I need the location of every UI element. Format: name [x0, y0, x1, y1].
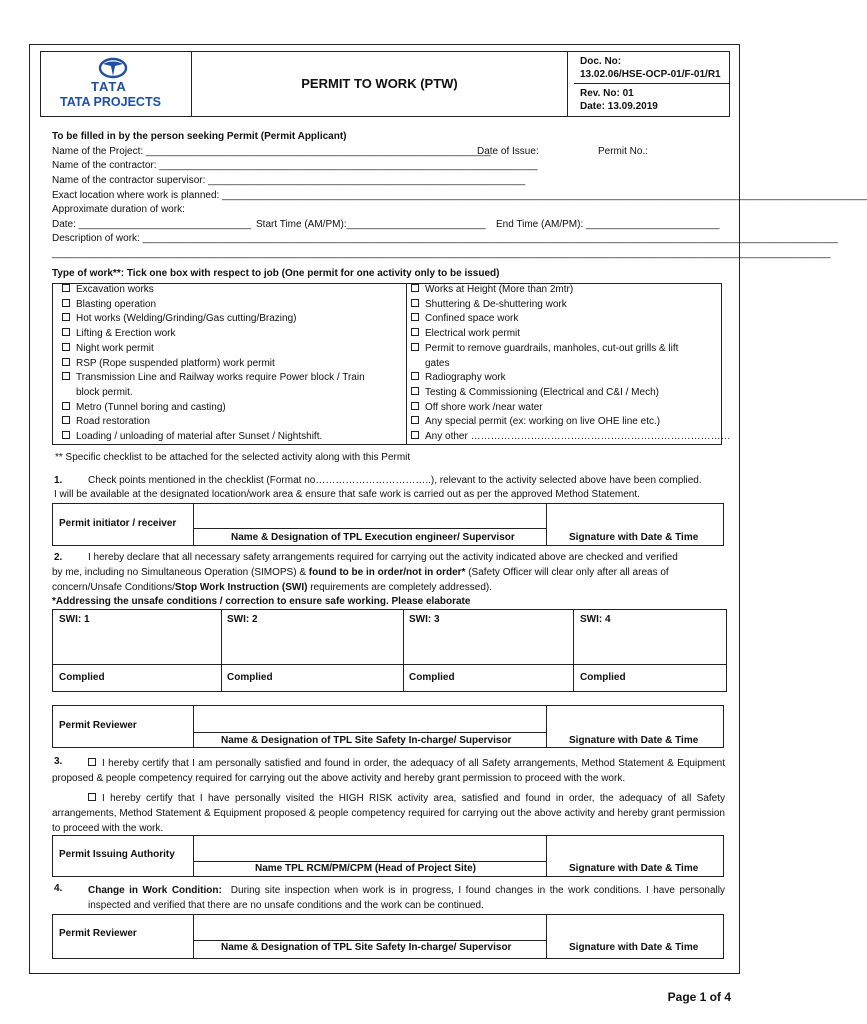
work-type-night[interactable]: Night work permit: [62, 342, 365, 357]
permit-reviewer-2-label: Permit Reviewer: [59, 928, 137, 939]
work-type-metro[interactable]: Metro (Tunnel boring and casting): [62, 401, 365, 416]
work-type-electrical[interactable]: Electrical work permit: [411, 327, 731, 342]
section-2-number: 2.: [54, 552, 63, 563]
logo-brand: TATA: [91, 79, 127, 94]
section-1-number: 1.: [54, 475, 63, 486]
section-3-number: 3.: [54, 756, 63, 767]
swi-table: [52, 609, 727, 692]
permit-issuing-authority-label: Permit Issuing Authority: [59, 849, 175, 860]
signature-label: Signature with Date & Time: [569, 863, 699, 874]
section-4-text: Change in Work Condition: During site inspection when work is in progress, I found changes in the work conditions. I have personally inspected and verified that there are no unsafe conditions and the work can be continued.: [88, 885, 725, 911]
doc-number-block: [574, 52, 729, 84]
checkbox[interactable]: [411, 416, 419, 424]
signature-label: Signature with Date & Time: [569, 942, 699, 953]
section-1-line-1: Check points mentioned in the checklist (Format no……………………………..), relevant to the activity selected above have been complied.: [88, 475, 702, 486]
swi-1-label: SWI: 1: [59, 614, 90, 625]
checkbox[interactable]: [62, 313, 70, 321]
checkbox[interactable]: [62, 431, 70, 439]
document-title: PERMIT TO WORK (PTW): [301, 76, 458, 91]
work-types-left: [62, 283, 365, 445]
work-type-transmission-cont: block permit.: [76, 386, 133, 398]
swi-3-label: SWI: 3: [409, 614, 440, 625]
checkbox[interactable]: [411, 328, 419, 336]
checkbox[interactable]: [88, 758, 96, 766]
signature-label: Signature with Date & Time: [569, 735, 699, 746]
page-number: Page 1 of 4: [667, 990, 731, 1004]
section-3-para-1: I hereby certify that I am personally satisfied and found in order, the adequacy of all Safety arrangements, Method Statement & Equipment proposed & people competency required for carrying out the above activity and hereby grant permission to proceed with the work.: [52, 758, 725, 784]
contractor-name-field[interactable]: Name of the contractor: ____________________________________________________________________: [52, 160, 538, 171]
section-2-note: *Addressing the unsafe conditions / correction to ensure safe working. Please elaborate: [52, 596, 471, 607]
work-type-other[interactable]: Any other ……………………………………………………………………: [411, 430, 731, 445]
permit-no-label: Permit No.:: [598, 146, 649, 157]
safety-incharge-name-label: Name & Designation of TPL Site Safety In-charge/ Supervisor: [221, 735, 512, 746]
checkbox[interactable]: [62, 372, 70, 380]
permit-initiator-label: Permit initiator / receiver: [59, 518, 177, 529]
work-type-lifting[interactable]: Lifting & Erection work: [62, 327, 365, 342]
signature-label: Signature with Date & Time: [569, 532, 699, 543]
checkbox[interactable]: [88, 793, 96, 801]
date-of-issue-label: Date of Issue:: [477, 146, 539, 157]
section-2-line-3: concern/Unsafe Conditions/Stop Work Instruction (SWI) requirements are completely addressed).: [52, 582, 492, 593]
work-type-loading[interactable]: Loading / unloading of material after Sunset / Nightshift.: [62, 430, 365, 445]
checkbox[interactable]: [62, 328, 70, 336]
document-header: [40, 51, 730, 117]
section-2-line-2: by me, including no Simultaneous Operation (SIMOPS) & found to be in order/not in order* (Safety Officer will clear only after all areas of: [52, 567, 669, 578]
work-location-field[interactable]: Exact location where work is planned: ____________________________________________________________________________________________________________________: [52, 190, 867, 201]
duration-label: Approximate duration of work:: [52, 204, 185, 215]
permit-issuing-signature-box: [52, 835, 724, 877]
work-type-transmission[interactable]: Transmission Line and Railway works require Power block / Train: [62, 371, 365, 386]
work-type-height[interactable]: Works at Height (More than 2mtr): [411, 283, 731, 298]
work-type-radiography[interactable]: Radiography work: [411, 371, 731, 386]
checkbox[interactable]: [411, 343, 419, 351]
work-description-field[interactable]: Description of work: _____________________________________________________________________________________________________________________________: [52, 233, 838, 244]
swi-4-label: SWI: 4: [580, 614, 611, 625]
checkbox[interactable]: [411, 431, 419, 439]
end-time-field[interactable]: End Time (AM/PM): ________________________: [496, 219, 720, 230]
checkbox[interactable]: [411, 313, 419, 321]
section-2-line-1: I hereby declare that all necessary safety arrangements required for carrying out the activity indicated above are checked and verified: [88, 552, 678, 563]
work-type-hot-works[interactable]: Hot works (Welding/Grinding/Gas cutting/Brazing): [62, 312, 365, 327]
work-type-testing[interactable]: Testing & Commissioning (Electrical and C&I / Mech): [411, 386, 731, 401]
permit-reviewer-signature-box: [52, 705, 724, 748]
work-type-special[interactable]: Any special permit (ex: working on live OHE line etc.): [411, 415, 731, 430]
logo-cell: [41, 52, 192, 116]
checkbox[interactable]: [62, 343, 70, 351]
work-type-shuttering[interactable]: Shuttering & De-shuttering work: [411, 298, 731, 313]
checkbox[interactable]: [411, 372, 419, 380]
swi-2-complied: Complied: [227, 672, 273, 683]
checkbox[interactable]: [411, 387, 419, 395]
logo-subtitle: TATA PROJECTS: [60, 95, 161, 109]
work-type-blasting[interactable]: Blasting operation: [62, 298, 365, 313]
swi-1-complied: Complied: [59, 672, 105, 683]
work-type-guardrails-cont: gates: [425, 357, 450, 369]
contractor-supervisor-field[interactable]: Name of the contractor supervisor: _________________________________________________________: [52, 175, 526, 186]
checkbox[interactable]: [411, 299, 419, 307]
permit-reviewer-label: Permit Reviewer: [59, 720, 137, 731]
checkbox[interactable]: [411, 284, 419, 292]
work-type-confined[interactable]: Confined space work: [411, 312, 731, 327]
doc-number-label: Doc. No:: [580, 56, 622, 67]
work-type-rsp[interactable]: RSP (Rope suspended platform) work permit: [62, 357, 365, 372]
doc-info-cell: [567, 52, 729, 116]
checklist-footnote: ** Specific checklist to be attached for the selected activity along with this Permit: [55, 452, 411, 463]
work-type-offshore[interactable]: Off shore work /near water: [411, 401, 731, 416]
work-type-guardrails[interactable]: Permit to remove guardrails, manholes, cut-out grills & lift: [411, 342, 731, 357]
issue-date: Date: 13.09.2019: [580, 101, 658, 112]
date-field[interactable]: Date: _______________________________: [52, 219, 252, 230]
rev-number: Rev. No: 01: [580, 88, 634, 99]
work-description-line-2[interactable]: ____________________________________________________________________________________________________________________________________________: [52, 248, 831, 259]
work-types-right: [411, 283, 731, 445]
checkbox[interactable]: [62, 416, 70, 424]
checkbox[interactable]: [62, 402, 70, 410]
project-name-field[interactable]: Name of the Project: ______________________________________________________________: [52, 146, 491, 157]
swi-3-complied: Complied: [409, 672, 455, 683]
head-of-site-name-label: Name TPL RCM/PM/CPM (Head of Project Site): [255, 863, 476, 874]
swi-2-label: SWI: 2: [227, 614, 258, 625]
rev-date-block: [574, 84, 729, 113]
permit-reviewer-2-signature-box: [52, 914, 724, 959]
start-time-field[interactable]: Start Time (AM/PM):_________________________: [256, 219, 486, 230]
execution-engineer-name-label: Name & Designation of TPL Execution engineer/ Supervisor: [231, 532, 515, 543]
permit-initiator-signature-box: [52, 503, 724, 546]
type-of-work-heading: Type of work**: Tick one box with respect to job (One permit for one activity only to be issued): [52, 268, 500, 279]
swi-4-complied: Complied: [580, 672, 626, 683]
work-type-excavation[interactable]: Excavation works: [62, 283, 365, 298]
safety-incharge-2-name-label: Name & Designation of TPL Site Safety In-charge/ Supervisor: [221, 942, 512, 953]
checkbox[interactable]: [411, 402, 419, 410]
applicant-heading: To be filled in by the person seeking Permit (Permit Applicant): [52, 131, 347, 142]
checkbox[interactable]: [62, 284, 70, 292]
doc-number: 13.02.06/HSE-OCP-01/F-01/R1: [580, 69, 721, 80]
checkbox[interactable]: [62, 358, 70, 366]
section-3-para-2: I hereby certify that I have personally visited the HIGH RISK activity area, satisfied and found in order, the adequacy of all Safety arrangements, Method Statement & Equipment proposed & people competency required for carrying out the above activity and hereby grant permission to proceed with the work.: [52, 793, 725, 834]
section-1-line-2: I will be available at the designated location/work area & ensure that safe work is carried out as per the approved Method Statement.: [54, 489, 640, 500]
checkbox[interactable]: [62, 299, 70, 307]
work-type-road[interactable]: Road restoration: [62, 415, 365, 430]
section-4-number: 4.: [54, 883, 63, 894]
